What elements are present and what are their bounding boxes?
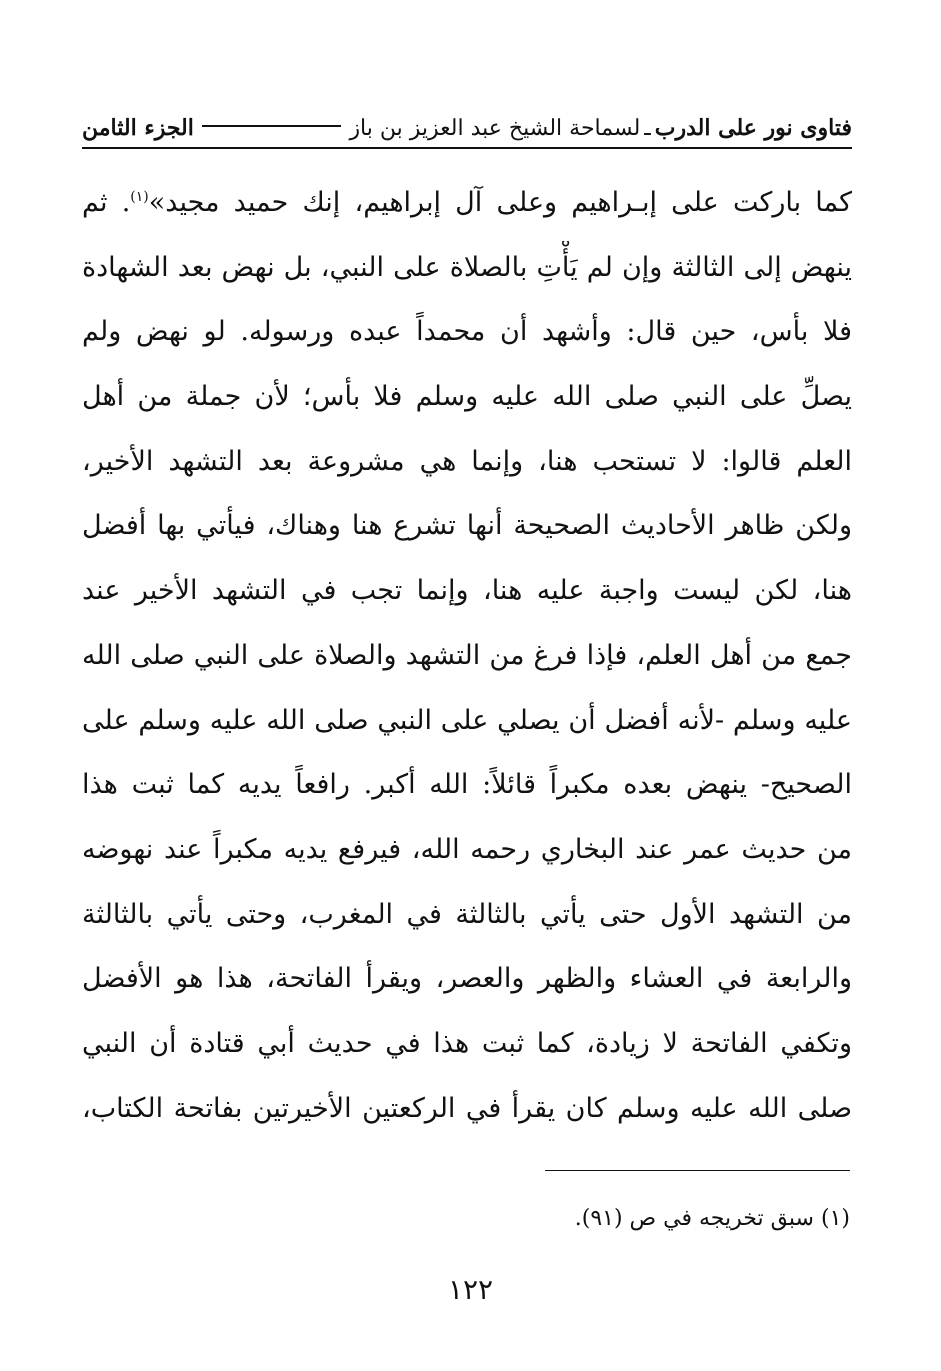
text-line-3: فلا بأس، حين قال: وأشهد أن محمداً عبده ورسوله. لو نهض ولم <box>82 316 852 348</box>
text-line-5: العلم قالوا: لا تستحب هنا، وإنما هي مشروعة بعد التشهد الأخير، <box>82 445 852 477</box>
book-title: فتاوى نور على الدرب <box>654 115 852 141</box>
footnote-rule <box>545 1170 850 1171</box>
text-line-6: ولكن ظاهر الأحاديث الصحيحة أنها تشرع هنا وهناك، فيأتي بها أفضل <box>82 510 852 542</box>
page-number: ١٢٢ <box>447 1273 494 1306</box>
part-label: الجزء الثامن <box>82 115 194 141</box>
text-line-10: الصحيح- ينهض بعده مكبراً قائلاً: الله أكبر. رافعاً يديه كما ثبت هذا <box>82 769 852 801</box>
text-line-15: صلى الله عليه وسلم كان يقرأ في الركعتين الأخيرتين بفاتحة الكتاب، <box>82 1092 852 1124</box>
header-dash <box>202 125 342 127</box>
text-line-14: وتكفي الفاتحة لا زيادة، كما ثبت هذا في حديث أبي قتادة أن النبي <box>82 1027 852 1059</box>
text-line-1: كما باركت على إبـراهيم وعلى آل إبراهيم، إنك حميد مجيد»$^{(١)}$. ثم <box>82 187 852 218</box>
header-separator: ـ <box>644 116 651 141</box>
text-line-4: يصلِّ على النبي صلى الله عليه وسلم فلا بأس؛ لأن جملة من أهل <box>82 381 852 413</box>
text-line-13: والرابعة في العشاء والظهر والعصر، ويقرأ الفاتحة، هذا هو الأفضل <box>82 963 852 995</box>
text-line-2: ينهض إلى الثالثة وإن لم يَأْتِ بالصلاة على النبي، بل نهض بعد الشهادة <box>82 251 852 283</box>
text-line-11: من حديث عمر عند البخاري رحمه الله، فيرفع يديه مكبراً عند نهوضه <box>82 833 852 865</box>
text-line-12: من التشهد الأول حتى يأتي بالثالثة في المغرب، وحتى يأتي بالثالثة <box>82 898 852 930</box>
text-line-7: هنا، لكن ليست واجبة عليه هنا، وإنما تجب في التشهد الأخير عند <box>82 575 852 607</box>
body-text <box>82 176 852 1146</box>
header-rule <box>82 147 852 149</box>
footnote-marker: (١) <box>130 189 149 205</box>
text-line-9: عليه وسلم -لأنه أفضل أن يصلي على النبي صلى الله عليه وسلم على <box>82 704 852 736</box>
text-line-8: جمع من أهل العلم، فإذا فرغ من التشهد والصلاة على النبي صلى الله <box>82 639 852 671</box>
footnote: (١) سبق تخريجه في ص (٩١). <box>574 1206 850 1231</box>
author-name: لسماحة الشيخ عبد العزيز بن باز <box>349 116 641 141</box>
running-header <box>82 112 852 145</box>
